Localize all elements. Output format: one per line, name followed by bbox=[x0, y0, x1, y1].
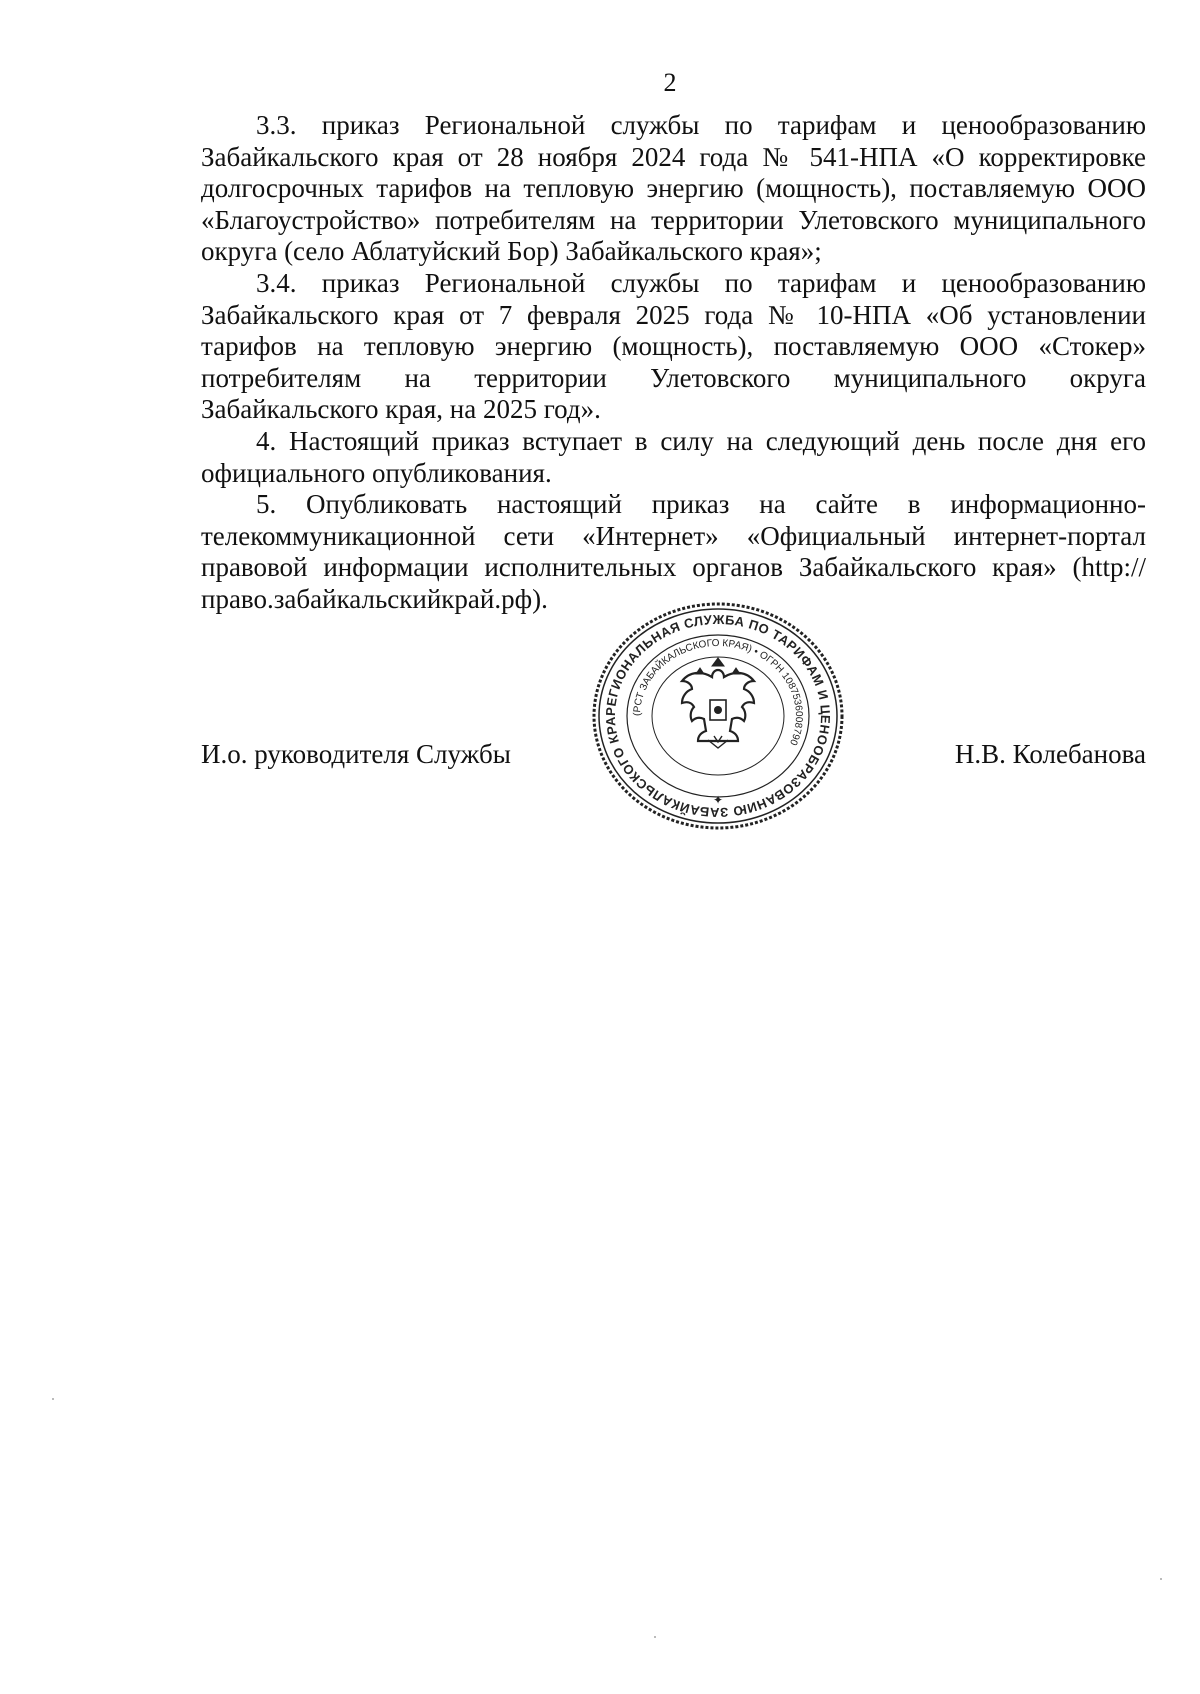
seal-star-icon: ✦ bbox=[712, 793, 724, 807]
document-body bbox=[201, 110, 1146, 616]
seal-graphic bbox=[588, 600, 848, 832]
seal-outer-text: РЕГИОНАЛЬНАЯ СЛУЖБА ПО ТАРИФАМ И ЦЕНООБРАЗОВАНИЮ ЗАБАЙКАЛЬСКОГО КРА bbox=[602, 611, 834, 821]
official-seal bbox=[588, 600, 848, 832]
scan-speck bbox=[52, 1398, 54, 1400]
page-number: 2 bbox=[663, 68, 677, 97]
scan-speck bbox=[1160, 1578, 1162, 1580]
paragraph-4: 4. Настоящий приказ вступает в силу на следующий день после дня его официального опубликования. bbox=[201, 425, 1146, 488]
seal-inner-text: (РСТ ЗАБАЙКАЛЬСКОГО КРАЯ) • ОГРН 1087536008790 bbox=[631, 637, 805, 747]
scan-speck bbox=[654, 1636, 656, 1638]
paragraph-5: 5. Опубликовать настоящий приказ на сайте в информационно-телекоммуникационной сети «Интернет» «Официальный интернет-портал правовой информации исполнительных органов Забайкальского края» (http://право.забайкальскийкрай.рф). bbox=[201, 489, 1146, 614]
paragraph-3-3: 3.3. приказ Региональной службы по тарифам и ценообразованию Забайкальского края от 28 ноября 2024 года № 541-НПА «О корректировке долгосрочных тарифов на тепловую энергию (мощность), поставляемую ООО «Благоустройство» потребителям на территории Улетовского муниципального округа (село Аблатуйский Бор) Забайкальского края»; bbox=[201, 110, 1146, 267]
signatory-position: И.о. руководителя Службы bbox=[201, 739, 511, 769]
seal-inner-ring bbox=[652, 657, 784, 775]
paragraph-3-4: 3.4. приказ Региональной службы по тарифам и ценообразованию Забайкальского края от 7 февраля 2025 года № 10-НПА «Об установлении тарифов на тепловую энергию (мощность), поставляемую ООО «Стокер» потребителям на территории Улетовского муниципального округа Забайкальского края, на 2025 год». bbox=[201, 267, 1146, 425]
signatory-name: Н.В. Колебанова bbox=[954, 739, 1146, 769]
coat-of-arms-icon bbox=[682, 658, 754, 748]
